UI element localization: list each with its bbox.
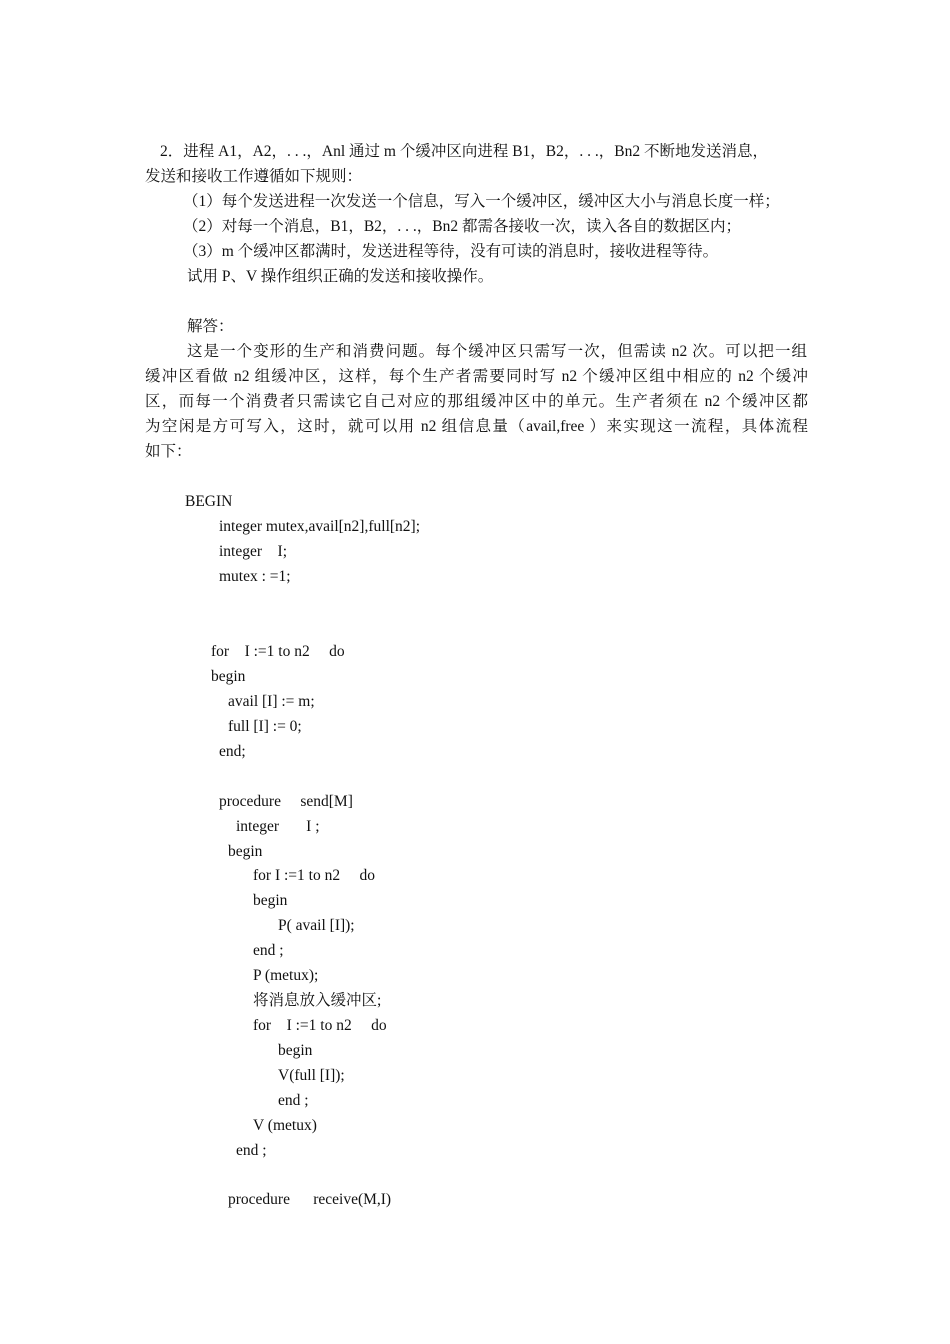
code-line: BEGIN [185,493,233,510]
code-line: V(full [I]); [278,1067,345,1084]
code-line: end ; [253,942,284,959]
answer-heading: 解答： [187,318,234,335]
code-line: begin [211,668,246,685]
code-line: end ; [236,1142,267,1159]
code-line: begin [228,843,263,860]
answer-paragraph-line: 缓冲区看做 n2 组缓冲区，这样，每个生产者需要同时写 n2 个缓冲区组中相应的 n2 个缓冲 [145,368,808,385]
question-line-1: 2．进程 A1，A2，. . .，Anl 通过 m 个缓冲区向进程 B1，B2，. . .，Bn2 不断地发送消息， [160,143,768,160]
code-line: P( avail [I]); [278,917,355,934]
code-line: full [I] := 0; [228,718,302,735]
code-line: procedure send[M] [219,793,353,810]
code-line: for I :=1 to n2 do [253,1017,387,1034]
answer-paragraph-line: 如下： [145,443,192,460]
answer-paragraph-line: 为空闲是方可写入，这时，就可以用 n2 组信息量（avail,free ）来实现这一流程，具体流程 [145,418,808,435]
rule-3: （3）m 个缓冲区都满时，发送进程等待，没有可读的消息时，接收进程等待。 [183,243,719,260]
code-line: for I :=1 to n2 do [253,867,375,884]
code-line: integer I ; [236,818,320,835]
code-line: 将消息放入缓冲区; [253,992,382,1009]
rule-2: （2）对每一个消息，B1，B2，. . .，Bn2 都需各接收一次，读入各自的数据区内； [183,218,742,235]
code-line: V (metux) [253,1117,317,1134]
code-line: integer mutex,avail[n2],full[n2]; [219,518,421,535]
code-line: end; [219,743,246,760]
code-line: P (metux); [253,967,319,984]
answer-paragraph-line: 这是一个变形的生产和消费问题。每个缓冲区只需写一次，但需读 n2 次。可以把一组 [187,343,807,360]
code-line: begin [278,1042,313,1059]
code-line: avail [I] := m; [228,693,315,710]
answer-paragraph-line: 区，而每一个消费者只需读它自己对应的那组缓冲区中的单元。生产者须在 n2 个缓冲区都 [145,393,808,410]
code-line: integer I; [219,543,288,560]
code-line: end ; [278,1092,309,1109]
task-instruction: 试用 P、V 操作组织正确的发送和接收操作。 [187,268,494,285]
code-line: begin [253,892,288,909]
code-line: for I :=1 to n2 do [211,643,345,660]
code-line: procedure receive(M,I) [228,1191,392,1208]
code-line: mutex : =1; [219,568,291,585]
question-line-2: 发送和接收工作遵循如下规则： [145,168,363,185]
rule-1: （1）每个发送进程一次发送一个信息，写入一个缓冲区，缓冲区大小与消息长度一样； [183,193,780,210]
